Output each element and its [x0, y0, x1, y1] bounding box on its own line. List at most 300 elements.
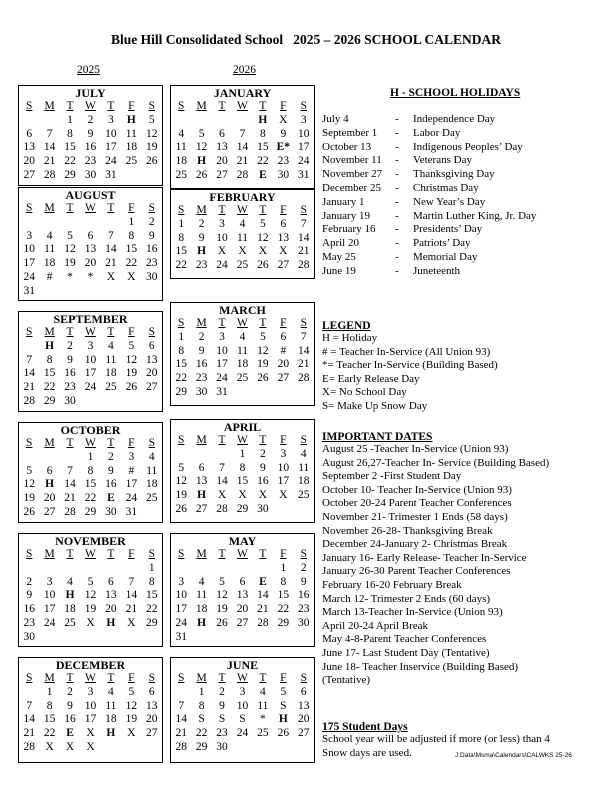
- day-cell: 2: [300, 561, 307, 574]
- student-days-note-1: School year will be adjusted if more (or less) than 4: [322, 733, 550, 745]
- day-cell: 15: [236, 475, 249, 488]
- day-cell: 4: [260, 685, 266, 698]
- weekday-header: T: [107, 326, 115, 338]
- holiday-date: September 1: [322, 126, 378, 139]
- day-cell: X: [106, 270, 116, 283]
- holiday-name: Juneteenth: [413, 264, 461, 277]
- weekday-header: W: [237, 672, 248, 684]
- day-cell: 25: [125, 155, 138, 168]
- day-cell: 3: [280, 447, 287, 460]
- day-cell: 12: [146, 127, 158, 140]
- day-cell: 2: [87, 113, 94, 126]
- important-date-item: May 4-8-Parent Teacher Conferences: [322, 633, 487, 646]
- day-cell: 12: [64, 243, 76, 256]
- weekday-header: S: [300, 204, 307, 216]
- day-cell: 24: [236, 727, 249, 740]
- weekday-header: M: [196, 204, 207, 216]
- weekday-header: T: [218, 204, 226, 216]
- weekday-header: T: [66, 100, 74, 112]
- day-cell: 10: [216, 344, 228, 357]
- day-cell: [171, 686, 191, 700]
- day-cell: [191, 562, 211, 576]
- day-cell: 29: [146, 616, 158, 629]
- day-cell: 29: [236, 502, 249, 515]
- important-dates: [322, 431, 549, 688]
- day-cell: 24: [125, 492, 138, 505]
- day-cell: 20: [43, 492, 56, 505]
- day-cell: 20: [216, 155, 228, 168]
- weekday-header: F: [280, 434, 287, 446]
- week-row: [171, 345, 314, 359]
- day-cell: 19: [84, 603, 97, 616]
- day-cell: 26: [257, 259, 269, 272]
- day-cell: 3: [26, 229, 33, 242]
- month-name: OCTOBER: [60, 423, 121, 437]
- week-row: [171, 372, 314, 386]
- day-cell: 11: [146, 464, 158, 477]
- day-cell: 15: [84, 478, 97, 491]
- day-cell: 15: [43, 713, 56, 726]
- day-cell: 22: [175, 372, 187, 385]
- day-cell: 10: [43, 589, 56, 602]
- day-cell: [171, 114, 191, 128]
- day-cell: [294, 631, 314, 645]
- weekday-header: W: [85, 548, 96, 560]
- day-cell: H: [106, 727, 116, 740]
- holiday-date: February 16: [322, 223, 376, 236]
- week-row: [171, 700, 314, 714]
- day-cell: 18: [64, 603, 76, 616]
- weekday-header: W: [85, 437, 96, 449]
- day-cell: 16: [257, 475, 269, 488]
- holiday-row: [322, 196, 612, 210]
- day-cell: [191, 114, 211, 128]
- day-cell: 30: [298, 616, 310, 629]
- week-row: [171, 141, 314, 155]
- holiday-dash: -: [395, 126, 399, 139]
- day-cell: 5: [219, 575, 225, 588]
- day-cell: 28: [257, 616, 269, 629]
- day-cell: 28: [43, 168, 56, 181]
- weekday-header: M: [196, 548, 207, 560]
- day-cell: 14: [236, 141, 249, 154]
- holiday-name: Martin Luther King, Jr. Day: [413, 209, 537, 222]
- day-cell: 25: [105, 381, 117, 394]
- legend-item: E= Early Release Day: [322, 372, 420, 385]
- week-row: [19, 354, 162, 368]
- weekday-header: T: [259, 100, 267, 112]
- day-cell: 14: [64, 478, 76, 491]
- day-cell: 21: [105, 257, 117, 270]
- day-cell: 13: [277, 231, 290, 244]
- week-row: [171, 218, 314, 232]
- week-row: [171, 713, 314, 727]
- holiday-date: May 25: [322, 251, 356, 263]
- day-cell: [121, 631, 141, 645]
- day-cell: 19: [23, 492, 35, 505]
- day-cell: 21: [23, 381, 35, 394]
- day-cell: E: [66, 727, 74, 740]
- day-cell: 1: [128, 215, 135, 228]
- holiday-row: [322, 210, 612, 224]
- day-cell: 31: [216, 385, 228, 398]
- week-row: [19, 367, 162, 381]
- day-cell: 8: [128, 229, 135, 242]
- day-cell: 10: [277, 461, 290, 474]
- important-date-item: January 16- Early Release- Teacher In-Service: [322, 551, 527, 564]
- day-cell: 19: [125, 713, 138, 726]
- weekday-header: W: [85, 326, 96, 338]
- weekday-header: M: [44, 202, 55, 214]
- weekday-header: S: [148, 100, 155, 112]
- day-cell: 16: [23, 603, 35, 616]
- student-days-note-2: Snow days are used.: [322, 746, 412, 759]
- weekday-header: T: [259, 204, 267, 216]
- week-row: [19, 617, 162, 631]
- holiday-dash: -: [395, 237, 399, 250]
- weekday-header: T: [107, 548, 115, 560]
- day-cell: H: [106, 616, 116, 629]
- day-cell: E: [259, 168, 267, 181]
- day-cell: 12: [23, 478, 35, 491]
- day-cell: 30: [146, 270, 158, 283]
- day-cell: 31: [175, 630, 187, 643]
- day-cell: X: [238, 489, 247, 502]
- month-name: SEPTEMBER: [53, 312, 128, 326]
- day-cell: 17: [23, 257, 35, 270]
- day-cell: 7: [239, 127, 246, 140]
- weekday-header: W: [237, 100, 248, 112]
- day-cell: E: [107, 492, 115, 505]
- day-cell: 3: [108, 113, 114, 126]
- day-cell: 30: [105, 505, 117, 518]
- weekday-header: T: [218, 317, 226, 329]
- month-grid: [171, 434, 314, 517]
- day-cell: 8: [67, 127, 73, 140]
- month-march: [170, 302, 315, 406]
- day-cell: 28: [236, 168, 249, 181]
- holiday-row: [322, 182, 612, 196]
- day-cell: 25: [175, 168, 187, 181]
- day-cell: 14: [23, 367, 35, 380]
- day-cell: 7: [108, 229, 114, 242]
- day-cell: 16: [105, 478, 117, 491]
- week-row: [171, 727, 314, 741]
- day-cell: [39, 631, 59, 645]
- day-cell: 27: [146, 727, 158, 740]
- day-cell: #: [128, 464, 135, 477]
- holiday-date: January 1: [322, 195, 365, 208]
- day-cell: 6: [46, 464, 53, 477]
- day-cell: 16: [146, 243, 158, 256]
- important-dates-title: IMPORTANT DATES: [322, 431, 433, 443]
- weekday-header: S: [26, 202, 33, 214]
- important-date-item: (Tentative): [322, 674, 371, 687]
- day-cell: 18: [43, 257, 56, 270]
- month-name: AUGUST: [65, 188, 116, 202]
- day-cell: 23: [146, 257, 158, 270]
- day-cell: X: [45, 740, 54, 753]
- day-cell: 18: [175, 155, 187, 168]
- holiday-row: [322, 265, 612, 279]
- day-cell: 30: [84, 168, 97, 181]
- day-cell: 7: [300, 330, 307, 343]
- day-cell: 14: [125, 589, 138, 602]
- day-cell: 31: [125, 505, 138, 518]
- important-date-item: June 18- Teacher Inservice (Building Based): [322, 660, 519, 673]
- month-october: [18, 422, 163, 523]
- day-cell: 10: [23, 243, 35, 256]
- day-cell: [60, 216, 80, 230]
- day-cell: 3: [178, 575, 185, 588]
- day-cell: X: [258, 245, 268, 258]
- day-cell: 1: [46, 685, 53, 698]
- day-cell: 13: [146, 699, 158, 712]
- day-cell: 15: [125, 243, 138, 256]
- holiday-row: [322, 154, 612, 168]
- week-row: [171, 617, 314, 631]
- weekday-header: F: [280, 548, 287, 560]
- holiday-name: Indigenous Peoples’ Day: [413, 140, 523, 153]
- day-cell: 15: [146, 589, 158, 602]
- day-cell: 25: [236, 259, 249, 272]
- day-cell: 3: [46, 575, 53, 588]
- day-cell: 29: [84, 505, 97, 518]
- day-cell: [142, 395, 162, 409]
- day-cell: X: [238, 245, 247, 258]
- weekday-header: T: [259, 672, 267, 684]
- day-cell: H: [258, 113, 268, 126]
- day-cell: 9: [26, 589, 33, 602]
- week-row: [19, 465, 162, 479]
- day-cell: 29: [64, 168, 76, 181]
- day-cell: 4: [46, 229, 53, 242]
- day-cell: 4: [300, 447, 307, 460]
- day-cell: 24: [43, 616, 56, 629]
- week-row: [19, 562, 162, 576]
- day-cell: 11: [175, 141, 187, 154]
- weekday-header: T: [66, 326, 74, 338]
- month-grid: [171, 317, 314, 400]
- legend-item: X= No School Day: [322, 386, 407, 399]
- day-cell: 6: [300, 685, 307, 698]
- weekday-header: S: [148, 672, 155, 684]
- weekday-header: S: [178, 672, 185, 684]
- day-cell: 23: [195, 259, 208, 272]
- month-august: [18, 187, 163, 301]
- day-cell: 15: [64, 141, 76, 154]
- day-cell: 12: [257, 231, 269, 244]
- day-cell: 9: [67, 353, 73, 366]
- month-july: [18, 85, 163, 186]
- day-cell: 19: [64, 257, 76, 270]
- day-cell: [101, 395, 121, 409]
- day-cell: 11: [298, 461, 310, 474]
- day-cell: 26: [175, 502, 187, 515]
- holiday-row: [322, 237, 612, 251]
- week-row: [19, 128, 162, 142]
- day-cell: H: [197, 245, 207, 258]
- day-cell: 9: [148, 229, 155, 242]
- day-cell: 21: [257, 603, 269, 616]
- day-cell: 8: [87, 464, 94, 477]
- weekday-header: S: [178, 548, 185, 560]
- day-cell: 12: [125, 353, 138, 366]
- day-cell: [60, 451, 80, 465]
- day-cell: [101, 631, 121, 645]
- week-row: [19, 169, 162, 183]
- day-cell: 5: [260, 330, 266, 343]
- week-row: [171, 331, 314, 345]
- week-row: [19, 603, 162, 617]
- day-cell: 20: [298, 713, 310, 726]
- day-cell: 23: [23, 616, 35, 629]
- day-cell: [101, 741, 121, 755]
- week-row: [171, 603, 314, 617]
- day-cell: 21: [175, 727, 187, 740]
- page-title: Blue Hill Consolidated School 2025 – 2026 SCHOOL CALENDAR: [110, 32, 502, 47]
- month-grid: [19, 326, 162, 409]
- day-cell: [39, 216, 59, 230]
- day-cell: [39, 285, 59, 299]
- day-cell: 27: [298, 727, 310, 740]
- weekday-header: S: [178, 317, 185, 329]
- holiday-dash: -: [395, 209, 399, 222]
- weekday-header: T: [218, 100, 226, 112]
- legend: [322, 320, 498, 414]
- day-cell: 2: [67, 339, 73, 352]
- day-cell: 22: [84, 492, 97, 505]
- day-cell: 22: [43, 727, 56, 740]
- week-row: [171, 386, 314, 400]
- day-cell: 5: [260, 217, 266, 230]
- holiday-date: December 25: [322, 182, 381, 194]
- day-cell: 6: [108, 575, 114, 588]
- day-cell: 27: [43, 505, 56, 518]
- day-cell: 6: [87, 229, 94, 242]
- day-cell: 15: [43, 367, 56, 380]
- day-cell: [191, 448, 211, 462]
- weekday-header: F: [280, 100, 287, 112]
- day-cell: 9: [300, 575, 307, 588]
- day-cell: 4: [198, 575, 205, 588]
- day-cell: 15: [257, 141, 269, 154]
- day-cell: 31: [105, 168, 117, 181]
- day-cell: X: [86, 616, 95, 629]
- day-cell: 14: [23, 713, 35, 726]
- day-cell: H: [197, 616, 207, 629]
- day-cell: 10: [175, 589, 187, 602]
- day-cell: 22: [175, 259, 187, 272]
- day-cell: 1: [198, 685, 205, 698]
- day-cell: 3: [300, 113, 307, 126]
- day-cell: X: [217, 245, 227, 258]
- day-cell: 5: [87, 575, 94, 588]
- day-cell: [294, 503, 314, 517]
- week-row: [171, 489, 314, 503]
- day-cell: 21: [298, 245, 310, 258]
- day-cell: 17: [84, 713, 97, 726]
- week-row: [19, 713, 162, 727]
- day-cell: [212, 114, 232, 128]
- day-cell: X: [279, 113, 288, 126]
- day-cell: 7: [26, 353, 33, 366]
- day-cell: 31: [298, 168, 310, 181]
- weekday-header: T: [259, 317, 267, 329]
- day-cell: 22: [64, 155, 76, 168]
- day-cell: 11: [44, 243, 56, 256]
- weekday-header: W: [85, 202, 96, 214]
- day-cell: X: [86, 727, 95, 740]
- day-cell: 27: [277, 372, 290, 385]
- month-february: [170, 189, 315, 279]
- day-cell: 5: [26, 464, 33, 477]
- day-cell: H: [126, 113, 136, 126]
- month-grid: [19, 672, 162, 755]
- day-cell: [253, 562, 273, 576]
- day-cell: [232, 631, 252, 645]
- day-cell: [191, 631, 211, 645]
- day-cell: H: [45, 478, 55, 491]
- day-cell: 6: [148, 339, 155, 352]
- important-date-item: December 24-January 2- Christmas Break: [322, 538, 508, 551]
- week-row: [19, 155, 162, 169]
- weekday-header: T: [66, 672, 74, 684]
- holiday-name: Veterans Day: [413, 154, 472, 167]
- holiday-name: Memorial Day: [413, 251, 478, 263]
- week-row: [171, 155, 314, 169]
- weekday-header: F: [128, 326, 135, 338]
- day-cell: X: [65, 740, 75, 753]
- day-cell: 22: [146, 603, 158, 616]
- important-date-item: February 16-20 February Break: [322, 578, 462, 591]
- day-cell: [142, 169, 162, 183]
- day-cell: 12: [257, 344, 269, 357]
- day-cell: 23: [216, 727, 228, 740]
- day-cell: 9: [198, 231, 205, 244]
- day-cell: [273, 386, 293, 400]
- day-cell: 12: [84, 589, 97, 602]
- day-cell: 12: [195, 141, 208, 154]
- day-cell: 24: [23, 270, 35, 283]
- day-cell: 9: [260, 461, 266, 474]
- day-cell: 5: [128, 685, 135, 698]
- important-date-item: November 21- Trimester 1 Ends (58 days): [322, 510, 508, 523]
- day-cell: S: [239, 713, 246, 726]
- holiday-date: July 4: [322, 113, 349, 125]
- holiday-dash: -: [395, 264, 399, 277]
- day-cell: 7: [128, 575, 135, 588]
- day-cell: *: [87, 270, 94, 283]
- weekday-header: S: [26, 672, 33, 684]
- day-cell: 14: [298, 344, 310, 357]
- day-cell: 7: [26, 699, 33, 712]
- day-cell: [121, 169, 141, 183]
- week-row: [171, 475, 314, 489]
- weekday-header: F: [128, 202, 135, 214]
- day-cell: [19, 562, 39, 576]
- month-grid: [19, 202, 162, 299]
- day-cell: [273, 741, 293, 755]
- day-cell: 20: [84, 257, 97, 270]
- week-row: [171, 462, 314, 476]
- holiday-name: Labor Day: [413, 126, 461, 139]
- week-row: [171, 686, 314, 700]
- day-cell: 5: [178, 461, 185, 474]
- weekday-header: S: [26, 100, 33, 112]
- day-cell: [253, 631, 273, 645]
- weekday-header: M: [44, 437, 55, 449]
